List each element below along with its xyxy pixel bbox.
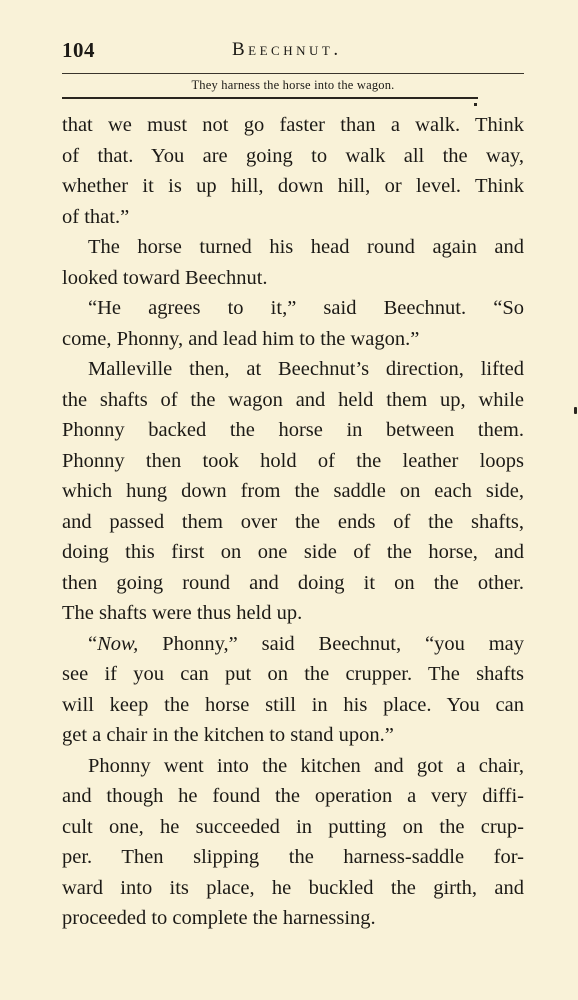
page-number: 104 [62, 38, 95, 62]
text-line: Phonny then took hold of the leather loops [62, 449, 524, 472]
rule-ornament [474, 103, 477, 106]
caption-rule-bottom [62, 97, 478, 99]
section-caption: They harness the horse into the wagon. [191, 78, 395, 92]
text-line: The shafts were thus held up. [62, 602, 303, 624]
body-text [62, 110, 524, 934]
text-line: whether it is up hill, down hill, or level. Think [62, 175, 524, 197]
running-head [62, 38, 522, 68]
text-line: looked toward Beechnut. [62, 266, 268, 289]
text-line: Phonny backed the horse in between them. [62, 419, 524, 441]
text-line: of that.” [62, 205, 130, 228]
text-line: cult one, he succeeded in putting on the crup- [62, 815, 524, 838]
text-line: the shafts of the wagon and held them up, while [62, 388, 524, 411]
text-line: and passed them over the ends of the shafts, [62, 510, 524, 533]
text-line: that we must not go faster than a walk. Think [62, 114, 524, 136]
text-line: The horse turned his head round again and [88, 236, 524, 258]
text-line-part: “ [88, 632, 98, 655]
caption-rule-top [62, 73, 524, 74]
text-line: “He agrees to it,” said Beechnut. “So [88, 297, 524, 319]
text-line: come, Phonny, and lead him to the wagon.” [62, 327, 420, 350]
italic-word: Now, [97, 632, 139, 655]
text-line: which hung down from the saddle on each side, [62, 480, 524, 502]
text-line [62, 629, 524, 660]
text-line: Malleville then, at Beechnut’s direction, lifted [88, 358, 524, 380]
text-line: see if you can put on the crupper. The shafts [62, 663, 524, 685]
text-line: Phonny went into the kitchen and got a chair, [88, 754, 524, 777]
text-line: will keep the horse still in his place. You can [62, 693, 524, 716]
text-line: ward into its place, he buckled the girth, and [62, 876, 524, 899]
text-line: of that. You are going to walk all the way, [62, 144, 524, 167]
text-line: and though he found the operation a very diffi- [62, 785, 524, 807]
text-line: per. Then slipping the harness-saddle for- [62, 846, 524, 868]
text-line: doing this first on one side of the horse, and [62, 541, 524, 563]
text-line: proceeded to complete the harnessing. [62, 907, 376, 929]
margin-mark [574, 407, 577, 414]
text-line: get a chair in the kitchen to stand upon.” [62, 724, 394, 746]
text-line: then going round and doing it on the other. [62, 571, 524, 594]
book-title: Beechnut. [232, 39, 342, 60]
text-line-part: Phonny,” said Beechnut, “you may [138, 632, 524, 655]
